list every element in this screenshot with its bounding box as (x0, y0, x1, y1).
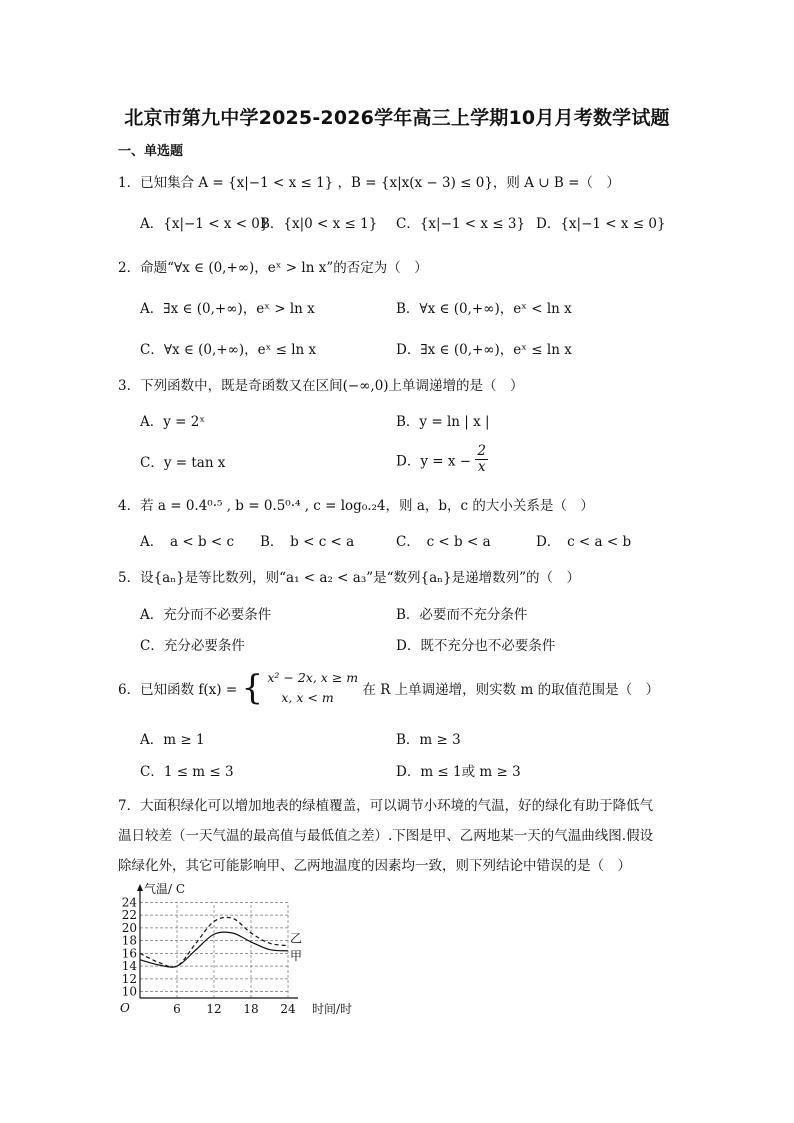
series-label-甲: 甲 (290, 948, 303, 963)
question-3-option-d-fraction (475, 444, 488, 475)
question-1-option-c: C．{x|−1 < x ≤ 3} (396, 216, 526, 232)
question-3-option-c: C．y = tan x (140, 455, 226, 471)
question-5-option-b: B．必要而不充分条件 (396, 607, 528, 623)
question-4-option-a: A． a < b < c (140, 534, 235, 550)
temperature-line-chart (118, 882, 358, 1017)
question-6-stem-suffix: 在 R 上单调递增，则实数 m 的取值范围是（ ） (362, 682, 660, 698)
question-1-option-d: D．{x|−1 < x ≤ 0} (536, 216, 666, 232)
question-1-option-a: A．{x|−1 < x < 0} (140, 216, 269, 232)
question-2-option-a: A．∃x ∈ (0,+∞)，eˣ > ln x (140, 301, 315, 317)
section-heading: 一、单选题 (118, 144, 184, 159)
y-tick-label: 12 (121, 971, 137, 986)
y-tick-label: 20 (121, 920, 137, 935)
y-axis-arrow-icon (137, 884, 143, 891)
x-tick-label: 24 (280, 1002, 296, 1016)
x-axis-label: 时间/时 (312, 1002, 353, 1016)
question-4-option-d: D． c < a < b (536, 534, 632, 550)
piecewise-case-1: x² − 2x, x ≥ m (267, 670, 359, 685)
y-tick-label: 10 (121, 984, 137, 999)
question-7-line-1: 7．大面积绿化可以增加地表的绿植覆盖，可以调节小环境的气温，好的绿化有助于降低气 (118, 798, 654, 814)
x-tick-label: 6 (173, 1002, 181, 1016)
chart-gridlines (140, 902, 288, 998)
question-2-option-b: B．∀x ∈ (0,+∞)，eˣ < ln x (396, 301, 572, 317)
question-4-option-b: B． b < c < a (260, 534, 355, 550)
question-6-option-a: A．m ≥ 1 (140, 732, 205, 748)
question-2-option-d: D．∃x ∈ (0,+∞)，eˣ ≤ ln x (396, 342, 572, 358)
question-5-option-a: A．充分而不必要条件 (140, 607, 272, 623)
question-4-stem: 4．若 a = 0.4⁰·⁵ , b = 0.5⁰·⁴ , c = log₀.₂4，则 a，b，c 的大小关系是（ ） (118, 498, 594, 514)
question-3-option-b: B．y = ln | x | (396, 414, 490, 430)
question-1-option-b: B．{x|0 < x ≤ 1} (260, 216, 378, 232)
question-3-option-d (396, 444, 488, 475)
origin-label: O (120, 1001, 130, 1015)
x-tick-label: 12 (206, 1002, 222, 1016)
piecewise-case-2: x, x < m (281, 690, 334, 705)
y-axis-label: 气温/ C (144, 882, 186, 896)
question-6-option-d: D．m ≤ 1或 m ≥ 3 (396, 764, 521, 780)
page-title: 北京市第九中学2025-2026学年高三上学期10月月考数学试题 (124, 107, 670, 129)
y-tick-label: 16 (121, 946, 137, 961)
question-5-stem: 5．设{aₙ}是等比数列，则“a₁ < a₂ < a₃”是“数列{aₙ}是递增数列”的（ ） (118, 570, 580, 586)
question-6-stem (118, 668, 659, 708)
series-label-乙: 乙 (290, 931, 303, 946)
x-tick-label: 18 (243, 1002, 259, 1016)
piecewise-definition (267, 668, 358, 708)
y-tick-label: 14 (121, 959, 137, 974)
fraction-numerator: 2 (477, 443, 486, 459)
question-6-stem-prefix: 6．已知函数 f(x) = (118, 682, 238, 698)
piecewise-brace: { (241, 668, 264, 708)
question-7-line-2: 温日较差（一天气温的最高值与最低值之差）.下图是甲、乙两地某一天的气温曲线图.假设 (118, 828, 654, 844)
y-tick-label: 18 (121, 933, 137, 948)
question-4-option-c: C． c < b < a (396, 534, 491, 550)
question-3-option-d-text: D．y = x − (396, 453, 472, 470)
question-7-line-3: 除绿化外，其它可能影响甲、乙两地温度的因素均一致，则下列结论中错误的是（ ） (118, 858, 631, 874)
question-6-option-b: B．m ≥ 3 (396, 732, 461, 748)
y-tick-label: 24 (121, 895, 137, 910)
y-tick-label: 22 (121, 908, 137, 923)
question-1-stem: 1．已知集合 A = {x|−1 < x ≤ 1} ，B = {x|x(x − 3) ≤ 0}，则 A ∪ B =（ ） (118, 175, 620, 191)
question-3-option-a: A．y = 2ˣ (140, 414, 206, 430)
question-2-option-c: C．∀x ∈ (0,+∞)，eˣ ≤ ln x (140, 342, 317, 358)
question-5-option-c: C．充分必要条件 (140, 638, 245, 654)
question-3-stem: 3．下列函数中，既是奇函数又在区间(−∞,0)上单调递增的是（ ） (118, 378, 524, 394)
chart-series (140, 917, 302, 967)
question-2-stem: 2．命题“∀x ∈ (0,+∞)，eˣ > ln x”的否定为（ ） (118, 260, 428, 276)
question-6-option-c: C．1 ≤ m ≤ 3 (140, 764, 234, 780)
question-5-option-d: D．既不充分也不必要条件 (396, 638, 556, 654)
fraction-denominator: x (477, 459, 486, 475)
